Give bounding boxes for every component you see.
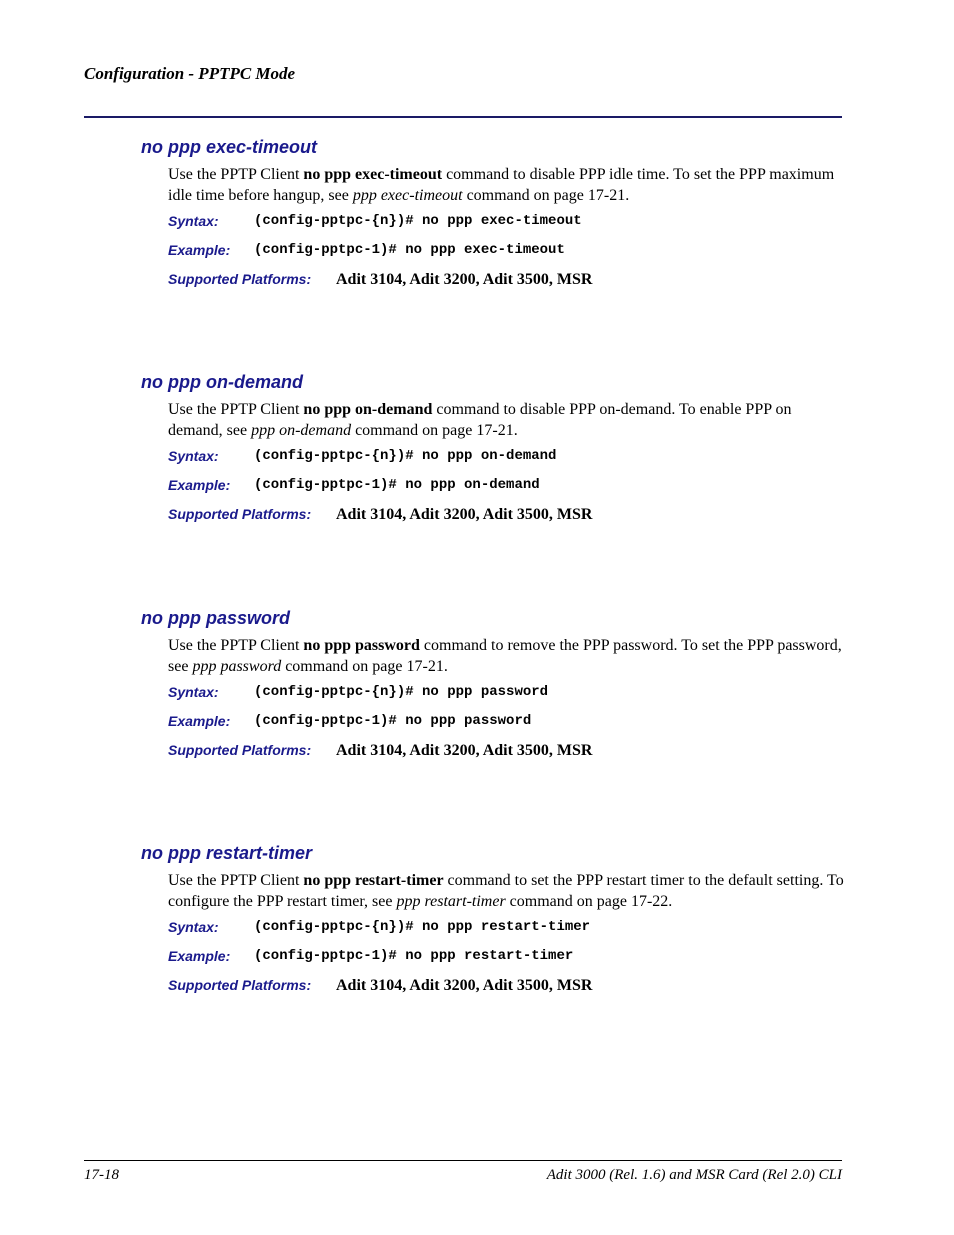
example-label: Example:: [168, 713, 231, 729]
cross-reference: ppp restart-timer: [396, 893, 506, 910]
syntax-code: (config-pptpc-{n})# no ppp on-demand: [254, 448, 557, 464]
syntax-row: [168, 448, 842, 477]
cross-reference: ppp exec-timeout: [352, 187, 463, 204]
section-title: no ppp on-demand: [141, 372, 303, 392]
command-name: no ppp on-demand: [303, 401, 433, 418]
command-name: no ppp restart-timer: [303, 872, 444, 889]
syntax-row: [168, 213, 842, 242]
section-description: Use the PPTP Client no ppp restart-timer command to set the PPP restart timer to the default setting. To configure the PPP restart timer, see ppp restart-timer command on page 17-22.: [168, 872, 844, 910]
platforms-row: [168, 742, 842, 771]
platforms-value: Adit 3104, Adit 3200, Adit 3500, MSR: [336, 742, 593, 759]
platforms-label: Supported Platforms:: [168, 506, 312, 522]
page-number: 17-18: [84, 1167, 119, 1183]
section-title: no ppp exec-timeout: [141, 137, 318, 157]
example-label: Example:: [168, 242, 231, 258]
section-no-ppp-exec-timeout: [141, 136, 842, 300]
running-header-title: Configuration - PPTPC Mode: [84, 64, 296, 83]
example-code: (config-pptpc-1)# no ppp restart-timer: [254, 948, 574, 964]
section-no-ppp-on-demand: [141, 371, 842, 535]
syntax-label: Syntax:: [168, 448, 219, 464]
example-label: Example:: [168, 948, 231, 964]
section-title: no ppp password: [141, 608, 291, 628]
platforms-row: [168, 977, 842, 1006]
section-description: Use the PPTP Client no ppp on-demand command to disable PPP on-demand. To enable PPP on demand, see ppp on-demand command on page 17-21.: [168, 401, 792, 439]
example-code: (config-pptpc-1)# no ppp on-demand: [254, 477, 540, 493]
platforms-row: [168, 271, 842, 300]
platforms-label: Supported Platforms:: [168, 271, 312, 287]
example-code: (config-pptpc-1)# no ppp password: [254, 713, 532, 729]
syntax-row: [168, 919, 842, 948]
section-no-ppp-password: [141, 607, 842, 771]
example-row: [168, 713, 842, 742]
section-title: no ppp restart-timer: [141, 843, 313, 863]
section-description: Use the PPTP Client no ppp password command to remove the PPP password. To set the PPP password, see ppp password command on page 17-21.: [168, 637, 842, 675]
platforms-label: Supported Platforms:: [168, 742, 312, 758]
cross-reference: ppp on-demand: [251, 422, 352, 439]
syntax-label: Syntax:: [168, 919, 219, 935]
footer-rule: [84, 1160, 842, 1161]
header-rule: [84, 116, 842, 118]
cross-reference: ppp password: [192, 658, 282, 675]
command-name: no ppp exec-timeout: [303, 166, 443, 183]
platforms-value: Adit 3104, Adit 3200, Adit 3500, MSR: [336, 977, 593, 994]
platforms-label: Supported Platforms:: [168, 977, 312, 993]
example-row: [168, 242, 842, 271]
example-label: Example:: [168, 477, 231, 493]
footer-doc-title: Adit 3000 (Rel. 1.6) and MSR Card (Rel 2.0) CLI: [546, 1167, 842, 1183]
platforms-row: [168, 506, 842, 535]
section-description: Use the PPTP Client no ppp exec-timeout command to disable PPP idle time. To set the PPP maximum idle time before hangup, see ppp exec-timeout command on page 17-21.: [168, 166, 835, 204]
example-code: (config-pptpc-1)# no ppp exec-timeout: [254, 242, 565, 258]
syntax-label: Syntax:: [168, 684, 219, 700]
section-no-ppp-restart-timer: [141, 842, 842, 1006]
syntax-row: [168, 684, 842, 713]
syntax-code: (config-pptpc-{n})# no ppp exec-timeout: [254, 213, 582, 229]
command-name: no ppp password: [303, 637, 420, 654]
example-row: [168, 477, 842, 506]
syntax-code: (config-pptpc-{n})# no ppp restart-timer: [254, 919, 591, 935]
example-row: [168, 948, 842, 977]
syntax-label: Syntax:: [168, 213, 219, 229]
platforms-value: Adit 3104, Adit 3200, Adit 3500, MSR: [336, 506, 593, 523]
platforms-value: Adit 3104, Adit 3200, Adit 3500, MSR: [336, 271, 593, 288]
syntax-code: (config-pptpc-{n})# no ppp password: [254, 684, 549, 700]
